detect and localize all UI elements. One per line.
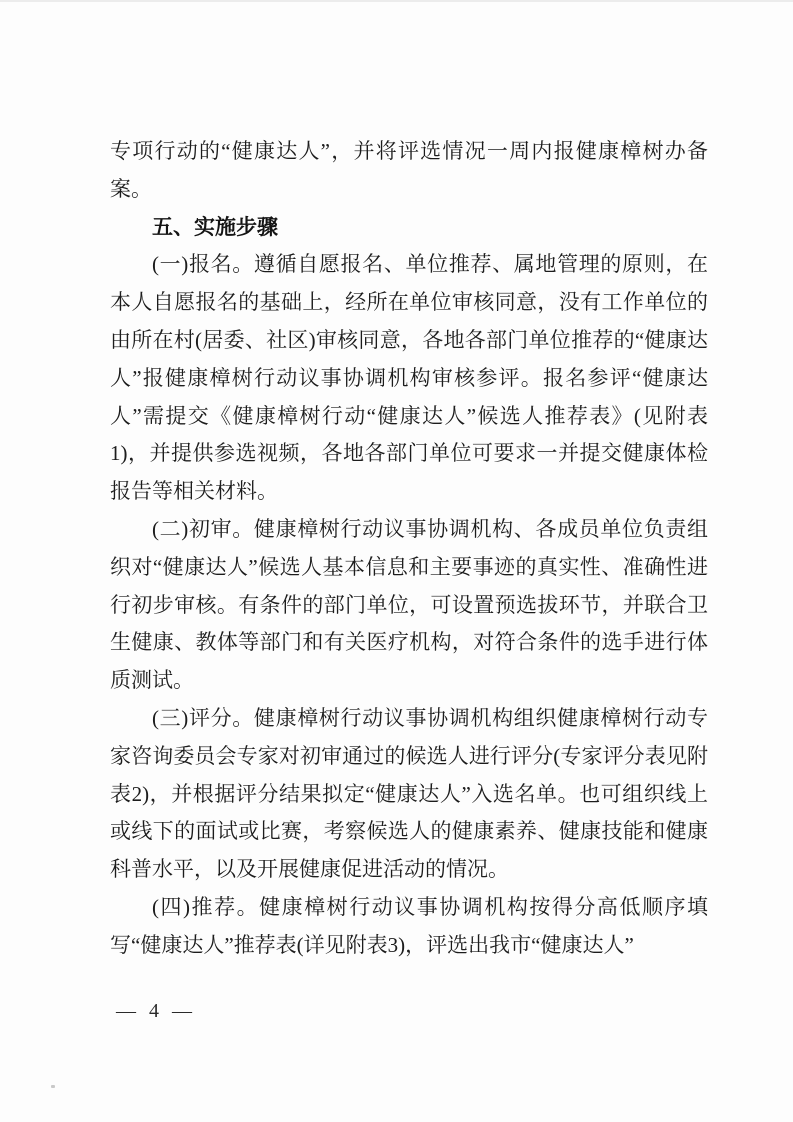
- paragraph-step4-recommendation: (四)推荐。健康樟树行动议事协调机构按得分高低顺序填写“健康达人”推荐表(详见附表3)，评选出我市“健康达人”: [110, 894, 708, 957]
- paragraph-continuation: 专项行动的“健康达人”，并将评选情况一周内报健康樟树办备案。: [110, 139, 708, 201]
- scan-top-edge: [0, 0, 793, 2]
- paragraph-step1-registration: (一)报名。遵循自愿报名、单位推荐、属地管理的原则，在本人自愿报名的基础上，经所在单位审核同意，没有工作单位的由所在村(居委、社区)审核同意，各地各部门单位推荐的“健康达人”报健康樟树行动议事协调机构审核参评。报名参评“健康达人”需提交《健康樟树行动“健康达人”候选人推荐表》(见附表1)，并提供参选视频，各地各部门单位可要求一并提交健康体检报告等相关材料。: [110, 252, 708, 504]
- scan-speck-artifact: [51, 1085, 55, 1088]
- paragraph-step3-scoring: (三)评分。健康樟树行动议事协调机构组织健康樟树行动专家咨询委员会专家对初审通过的候选人进行评分(专家评分表见附表2)，并根据评分结果拟定“健康达人”入选名单。也可组织线上或线下的面试或比赛，考察候选人的健康素养、健康技能和健康科普水平，以及开展健康促进活动的情况。: [110, 705, 708, 882]
- section-heading-implementation-steps: 五、实施步骤: [152, 214, 278, 239]
- document-body: [110, 133, 708, 965]
- page-number: — 4 —: [116, 1000, 196, 1022]
- paragraph-step2-preliminary-review: (二)初审。健康樟树行动议事协调机构、各成员单位负责组织对“健康达人”候选人基本信息和主要事迹的真实性、准确性进行初步审核。有条件的部门单位，可设置预选拔环节，并联合卫生健康、教体等部门和有关医疗机构，对符合条件的选手进行体质测试。: [110, 516, 708, 693]
